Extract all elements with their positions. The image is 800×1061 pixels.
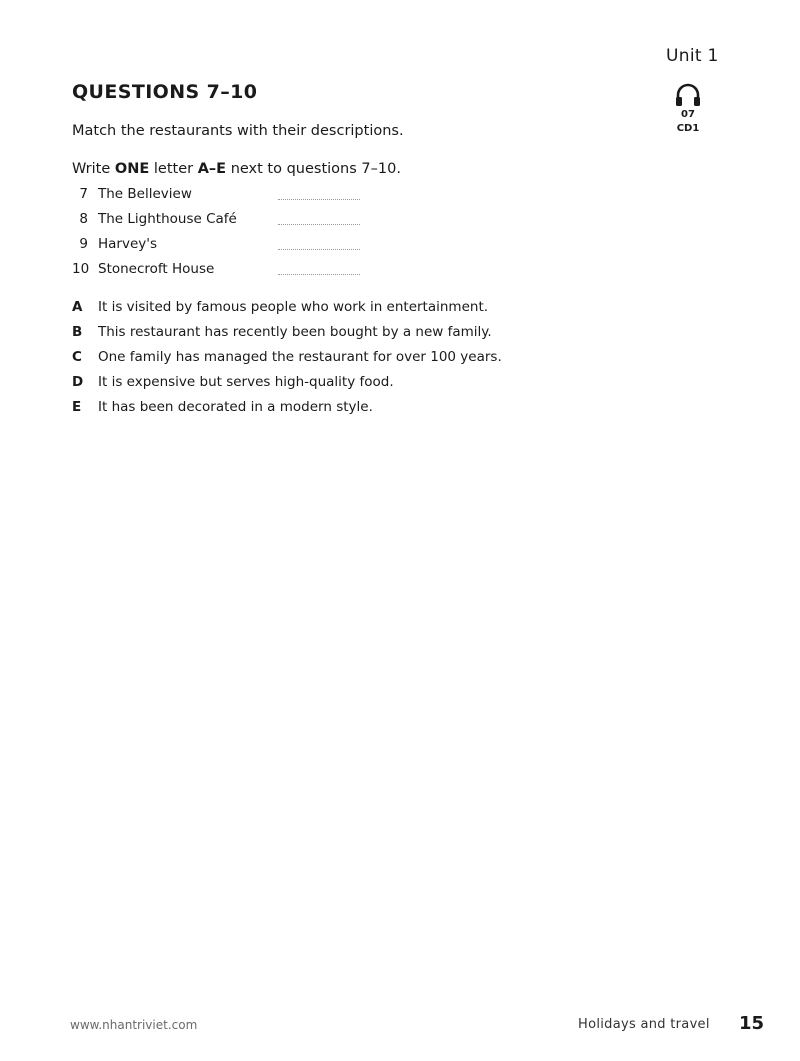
question-number: 10 xyxy=(72,261,90,277)
question-text: The Belleview xyxy=(98,186,192,202)
footer-url: www.nhantriviet.com xyxy=(70,1018,198,1032)
section-heading: QUESTIONS 7–10 xyxy=(72,81,258,103)
instruction-write-one: ONE xyxy=(114,161,150,177)
option-text: One family has managed the restaurant for over 100 years. xyxy=(98,349,502,365)
instruction-match: Match the restaurants with their descriptions. xyxy=(72,123,404,139)
instruction-write-range: A–E xyxy=(197,161,227,177)
option-letter: A xyxy=(72,299,83,315)
instruction-write-suffix: next to questions 7–10. xyxy=(226,161,401,177)
unit-label: Unit 1 xyxy=(666,46,719,66)
option-letter: C xyxy=(72,349,82,365)
option-row-e xyxy=(72,399,532,419)
option-row-b xyxy=(72,324,532,344)
option-letter: E xyxy=(72,399,82,415)
instruction-write xyxy=(72,161,401,177)
headphones-icon xyxy=(668,82,708,108)
answer-blank[interactable] xyxy=(278,249,360,250)
option-text: This restaurant has recently been bought by a new family. xyxy=(98,324,492,340)
audio-track-number: 07 xyxy=(681,109,695,120)
answer-blank[interactable] xyxy=(278,274,360,275)
option-letter: D xyxy=(72,374,84,390)
instruction-write-mid: letter xyxy=(149,161,198,177)
option-text: It is visited by famous people who work in entertainment. xyxy=(98,299,489,315)
question-row-9 xyxy=(72,236,372,256)
option-row-c xyxy=(72,349,532,369)
answer-blank[interactable] xyxy=(278,224,360,225)
question-text: The Lighthouse Café xyxy=(98,211,237,227)
footer-section-title: Holidays and travel xyxy=(578,1017,710,1032)
question-row-10 xyxy=(72,261,372,281)
question-row-8 xyxy=(72,211,372,231)
audio-cd-label: CD1 xyxy=(676,123,700,134)
option-text: It has been decorated in a modern style. xyxy=(98,399,373,415)
page-number: 15 xyxy=(739,1013,765,1034)
question-text: Stonecroft House xyxy=(98,261,215,277)
instruction-write-prefix: Write xyxy=(72,161,115,177)
answer-blank[interactable] xyxy=(278,199,360,200)
option-letter: B xyxy=(72,324,83,340)
option-row-d xyxy=(72,374,532,394)
option-row-a xyxy=(72,299,532,319)
audio-track-marker xyxy=(668,82,708,135)
question-number: 8 xyxy=(79,211,88,227)
question-number: 7 xyxy=(79,186,88,202)
question-number: 9 xyxy=(79,236,88,252)
option-text: It is expensive but serves high-quality food. xyxy=(98,374,394,390)
question-text: Harvey's xyxy=(98,236,158,252)
question-row-7 xyxy=(72,186,372,206)
